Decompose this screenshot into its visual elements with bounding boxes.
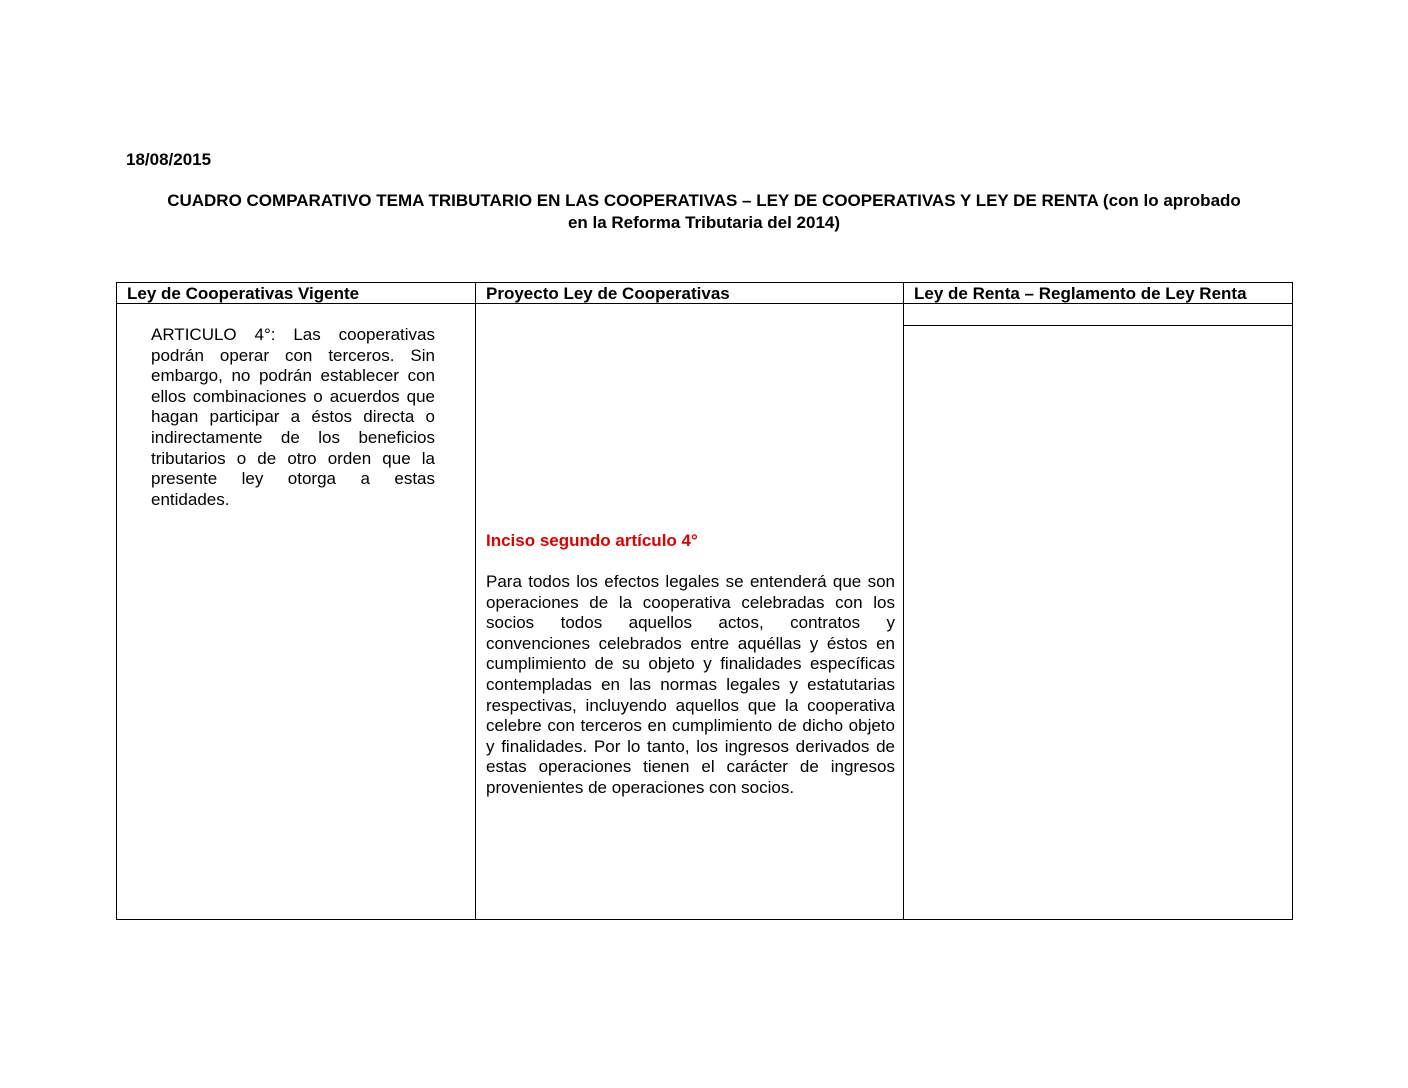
proyecto-inciso-heading: Inciso segundo artículo 4°: [486, 531, 698, 550]
column-divider-2: [903, 283, 904, 919]
comparison-table: [116, 282, 1293, 920]
header-ley-renta: Ley de Renta – Reglamento de Ley Renta: [914, 284, 1247, 303]
proyecto-article-text: Para todos los efectos legales se entenderá que son operaciones de la cooperativa celebradas con los socios todos aquellos actos, contratos y convenciones celebrados entre aquéllas y éstos en cumplimiento de su objeto y finalidades específicas contempladas en las normas legales y estatutarias respectivas, incluyendo aquellos que la cooperativa celebre con terceros en cumplimiento de dicho objeto y finalidades. Por lo tanto, los ingresos derivados de estas operaciones tienen el carácter de ingresos provenientes de operaciones con socios.: [486, 572, 895, 797]
ley-vigente-article-text: ARTICULO 4°: Las cooperativas podrán operar con terceros. Sin embargo, no podrán establecer con ellos combinaciones o acuerdos que hagan participar a éstos directa o indirectamente de los beneficios tributarios o de otro orden que la presente ley otorga a estas entidades.: [151, 325, 435, 509]
document-date: 18/08/2015: [126, 150, 212, 169]
col3-row-divider: [904, 325, 1292, 326]
document-title: [116, 190, 1292, 234]
column-divider-1: [475, 283, 476, 919]
header-ley-vigente: Ley de Cooperativas Vigente: [127, 284, 360, 303]
header-proyecto-ley: Proyecto Ley de Cooperativas: [486, 284, 730, 303]
title-line-1: CUADRO COMPARATIVO TEMA TRIBUTARIO EN LAS COOPERATIVAS – LEY DE COOPERATIVAS Y LEY DE RENTA (con lo aprobado: [167, 191, 1241, 210]
title-line-2: en la Reforma Tributaria del 2014): [567, 213, 841, 232]
